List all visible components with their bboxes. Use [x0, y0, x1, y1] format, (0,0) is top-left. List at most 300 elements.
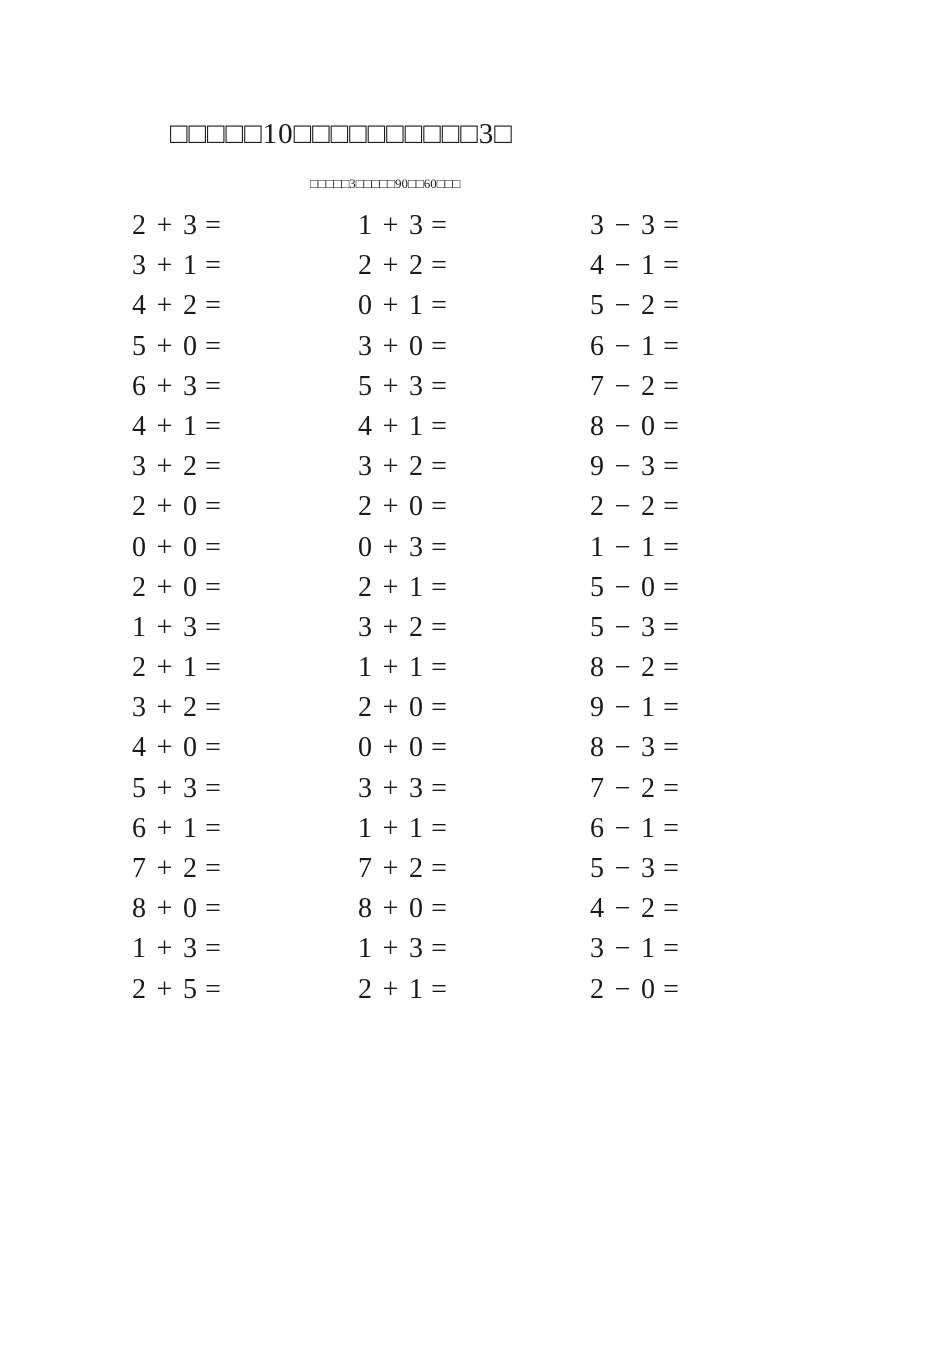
operator: +	[156, 370, 173, 402]
first-operand: 8	[590, 732, 604, 764]
second-operand: 3	[641, 210, 655, 241]
equals-sign: =	[663, 853, 679, 884]
operator: +	[156, 812, 173, 844]
operator: +	[382, 732, 399, 764]
second-operand: 0	[183, 531, 197, 563]
equals-sign: =	[663, 410, 679, 442]
operator: +	[156, 290, 173, 322]
equals-sign: =	[205, 692, 221, 724]
first-operand: 5	[590, 853, 604, 884]
equation-row	[589, 206, 686, 246]
operator: −	[614, 853, 631, 884]
equals-sign: =	[663, 652, 679, 684]
equals-sign: =	[431, 330, 447, 362]
problem-column-1	[131, 206, 228, 1010]
first-operand: 2	[590, 973, 604, 1005]
equals-sign: =	[205, 611, 221, 643]
operator: +	[156, 973, 173, 1005]
equation-row	[357, 608, 454, 648]
equals-sign: =	[431, 692, 447, 724]
second-operand: 0	[183, 571, 197, 603]
second-operand: 5	[183, 973, 197, 1005]
operator: −	[614, 250, 631, 282]
equation-row	[589, 849, 686, 889]
second-operand: 0	[183, 732, 197, 764]
operator: −	[614, 330, 631, 362]
second-operand: 1	[641, 330, 655, 362]
equals-sign: =	[205, 210, 221, 241]
equals-sign: =	[205, 812, 221, 844]
operator: +	[156, 933, 173, 965]
second-operand: 3	[183, 210, 197, 241]
second-operand: 2	[641, 290, 655, 322]
equals-sign: =	[431, 772, 447, 804]
operator: +	[156, 853, 173, 884]
first-operand: 3	[132, 692, 146, 724]
operator: −	[614, 893, 631, 925]
problem-column-3	[589, 206, 686, 1010]
equation-row	[131, 809, 228, 849]
second-operand: 2	[641, 491, 655, 523]
second-operand: 2	[409, 451, 423, 483]
equation-row	[589, 929, 686, 969]
second-operand: 1	[409, 812, 423, 844]
equals-sign: =	[431, 451, 447, 483]
equation-row	[357, 528, 454, 568]
equals-sign: =	[431, 611, 447, 643]
first-operand: 4	[132, 290, 146, 322]
operator: −	[614, 812, 631, 844]
first-operand: 0	[358, 531, 372, 563]
second-operand: 1	[641, 692, 655, 724]
first-operand: 2	[132, 652, 146, 684]
operator: +	[156, 571, 173, 603]
first-operand: 3	[132, 250, 146, 282]
equals-sign: =	[205, 491, 221, 523]
operator: +	[156, 893, 173, 925]
operator: +	[156, 410, 173, 442]
second-operand: 3	[409, 772, 423, 804]
equation-row	[589, 407, 686, 447]
second-operand: 3	[183, 933, 197, 965]
first-operand: 8	[132, 893, 146, 925]
first-operand: 3	[358, 330, 372, 362]
first-operand: 8	[590, 410, 604, 442]
worksheet-title: □□□□□10□□□□□□□□□□3□	[170, 118, 513, 150]
equation-row	[131, 367, 228, 407]
second-operand: 2	[183, 853, 197, 884]
operator: −	[614, 973, 631, 1005]
equation-row	[131, 528, 228, 568]
equation-row	[131, 246, 228, 286]
equals-sign: =	[205, 370, 221, 402]
first-operand: 1	[358, 933, 372, 965]
second-operand: 3	[641, 611, 655, 643]
operator: +	[382, 692, 399, 724]
equals-sign: =	[431, 531, 447, 563]
equation-row	[357, 447, 454, 487]
equals-sign: =	[205, 571, 221, 603]
equals-sign: =	[205, 652, 221, 684]
equation-row	[589, 728, 686, 768]
equation-row	[357, 889, 454, 929]
equation-row	[357, 929, 454, 969]
equals-sign: =	[205, 732, 221, 764]
first-operand: 2	[132, 571, 146, 603]
first-operand: 2	[132, 491, 146, 523]
first-operand: 1	[358, 652, 372, 684]
first-operand: 7	[590, 370, 604, 402]
operator: −	[614, 692, 631, 724]
operator: +	[156, 491, 173, 523]
equals-sign: =	[205, 933, 221, 965]
operator: +	[382, 210, 399, 241]
equation-row	[357, 568, 454, 608]
second-operand: 2	[409, 250, 423, 282]
first-operand: 1	[132, 933, 146, 965]
second-operand: 1	[183, 812, 197, 844]
equals-sign: =	[663, 973, 679, 1005]
equation-row	[357, 728, 454, 768]
equation-row	[131, 286, 228, 326]
equation-row	[589, 970, 686, 1010]
operator: +	[382, 451, 399, 483]
equals-sign: =	[431, 491, 447, 523]
first-operand: 3	[590, 210, 604, 241]
second-operand: 0	[641, 410, 655, 442]
equals-sign: =	[431, 210, 447, 241]
equation-row	[589, 447, 686, 487]
operator: −	[614, 290, 631, 322]
first-operand: 5	[590, 290, 604, 322]
second-operand: 3	[183, 370, 197, 402]
second-operand: 0	[409, 330, 423, 362]
operator: +	[382, 973, 399, 1005]
first-operand: 2	[132, 210, 146, 241]
equation-row	[131, 728, 228, 768]
operator: +	[382, 531, 399, 563]
second-operand: 1	[183, 652, 197, 684]
equation-row	[131, 648, 228, 688]
equation-row	[131, 568, 228, 608]
second-operand: 2	[641, 370, 655, 402]
second-operand: 2	[641, 772, 655, 804]
first-operand: 6	[132, 812, 146, 844]
second-operand: 0	[409, 692, 423, 724]
operator: −	[614, 611, 631, 643]
equation-row	[589, 487, 686, 527]
first-operand: 0	[358, 290, 372, 322]
equals-sign: =	[663, 210, 679, 241]
equals-sign: =	[663, 250, 679, 282]
first-operand: 2	[358, 692, 372, 724]
second-operand: 3	[183, 772, 197, 804]
first-operand: 1	[590, 531, 604, 563]
equation-row	[131, 206, 228, 246]
operator: −	[614, 933, 631, 965]
equals-sign: =	[663, 290, 679, 322]
operator: −	[614, 772, 631, 804]
equation-row	[357, 648, 454, 688]
second-operand: 2	[641, 893, 655, 925]
second-operand: 1	[641, 933, 655, 965]
second-operand: 3	[409, 933, 423, 965]
equals-sign: =	[205, 451, 221, 483]
operator: +	[382, 933, 399, 965]
second-operand: 1	[641, 250, 655, 282]
equals-sign: =	[663, 370, 679, 402]
second-operand: 1	[409, 571, 423, 603]
equals-sign: =	[663, 933, 679, 965]
equals-sign: =	[205, 853, 221, 884]
first-operand: 4	[358, 410, 372, 442]
first-operand: 2	[358, 491, 372, 523]
equation-row	[357, 487, 454, 527]
equation-row	[131, 929, 228, 969]
first-operand: 1	[358, 210, 372, 241]
first-operand: 6	[590, 330, 604, 362]
operator: +	[156, 451, 173, 483]
operator: −	[614, 210, 631, 241]
operator: +	[156, 732, 173, 764]
first-operand: 1	[132, 611, 146, 643]
equation-row	[131, 608, 228, 648]
equals-sign: =	[205, 410, 221, 442]
equals-sign: =	[205, 250, 221, 282]
operator: +	[382, 491, 399, 523]
equals-sign: =	[431, 893, 447, 925]
second-operand: 3	[641, 451, 655, 483]
first-operand: 8	[358, 893, 372, 925]
equation-row	[589, 688, 686, 728]
operator: +	[382, 250, 399, 282]
first-operand: 8	[590, 652, 604, 684]
second-operand: 0	[183, 330, 197, 362]
first-operand: 2	[132, 973, 146, 1005]
operator: +	[382, 812, 399, 844]
second-operand: 2	[183, 290, 197, 322]
first-operand: 9	[590, 692, 604, 724]
equation-row	[357, 688, 454, 728]
first-operand: 2	[358, 973, 372, 1005]
equation-row	[589, 327, 686, 367]
equals-sign: =	[431, 571, 447, 603]
equals-sign: =	[431, 732, 447, 764]
first-operand: 5	[590, 571, 604, 603]
operator: −	[614, 451, 631, 483]
equation-row	[589, 246, 686, 286]
equation-row	[357, 286, 454, 326]
equation-row	[357, 769, 454, 809]
first-operand: 2	[358, 571, 372, 603]
equals-sign: =	[663, 732, 679, 764]
equation-row	[357, 407, 454, 447]
equals-sign: =	[431, 933, 447, 965]
second-operand: 1	[409, 290, 423, 322]
second-operand: 0	[409, 732, 423, 764]
first-operand: 0	[358, 732, 372, 764]
first-operand: 5	[590, 611, 604, 643]
second-operand: 0	[183, 491, 197, 523]
second-operand: 0	[409, 491, 423, 523]
second-operand: 3	[409, 370, 423, 402]
equals-sign: =	[663, 531, 679, 563]
operator: +	[156, 611, 173, 643]
equation-row	[131, 407, 228, 447]
first-operand: 7	[358, 853, 372, 884]
equals-sign: =	[663, 893, 679, 925]
second-operand: 2	[641, 652, 655, 684]
second-operand: 3	[409, 531, 423, 563]
first-operand: 5	[132, 330, 146, 362]
first-operand: 3	[358, 611, 372, 643]
first-operand: 6	[132, 370, 146, 402]
operator: −	[614, 732, 631, 764]
second-operand: 3	[641, 853, 655, 884]
equation-row	[589, 648, 686, 688]
second-operand: 0	[409, 893, 423, 925]
equation-row	[357, 849, 454, 889]
equation-row	[357, 206, 454, 246]
operator: +	[156, 330, 173, 362]
first-operand: 4	[132, 732, 146, 764]
equation-row	[357, 970, 454, 1010]
equals-sign: =	[663, 611, 679, 643]
second-operand: 2	[409, 611, 423, 643]
equals-sign: =	[663, 692, 679, 724]
equals-sign: =	[431, 250, 447, 282]
equals-sign: =	[663, 451, 679, 483]
equation-row	[589, 769, 686, 809]
equation-row	[131, 769, 228, 809]
second-operand: 2	[409, 853, 423, 884]
first-operand: 3	[132, 451, 146, 483]
second-operand: 1	[409, 410, 423, 442]
operator: +	[382, 290, 399, 322]
equation-row	[131, 849, 228, 889]
first-operand: 1	[358, 812, 372, 844]
equals-sign: =	[663, 491, 679, 523]
equation-row	[357, 809, 454, 849]
equals-sign: =	[205, 290, 221, 322]
first-operand: 2	[590, 491, 604, 523]
second-operand: 2	[183, 692, 197, 724]
first-operand: 4	[590, 893, 604, 925]
operator: +	[382, 370, 399, 402]
equation-row	[131, 487, 228, 527]
equals-sign: =	[205, 893, 221, 925]
equation-row	[589, 528, 686, 568]
operator: +	[382, 772, 399, 804]
first-operand: 4	[590, 250, 604, 282]
equation-row	[131, 889, 228, 929]
operator: +	[382, 893, 399, 925]
first-operand: 4	[132, 410, 146, 442]
first-operand: 3	[590, 933, 604, 965]
equals-sign: =	[431, 652, 447, 684]
operator: −	[614, 370, 631, 402]
equals-sign: =	[431, 370, 447, 402]
operator: +	[382, 853, 399, 884]
second-operand: 3	[409, 210, 423, 241]
equals-sign: =	[205, 330, 221, 362]
equals-sign: =	[431, 410, 447, 442]
equation-row	[131, 327, 228, 367]
equation-row	[589, 889, 686, 929]
second-operand: 1	[409, 652, 423, 684]
equals-sign: =	[663, 812, 679, 844]
second-operand: 0	[641, 571, 655, 603]
operator: +	[156, 210, 173, 241]
equation-row	[357, 367, 454, 407]
equals-sign: =	[431, 290, 447, 322]
operator: +	[382, 330, 399, 362]
first-operand: 0	[132, 531, 146, 563]
equals-sign: =	[205, 973, 221, 1005]
problem-column-2	[357, 206, 454, 1010]
first-operand: 7	[590, 772, 604, 804]
operator: +	[156, 692, 173, 724]
second-operand: 2	[183, 451, 197, 483]
first-operand: 6	[590, 812, 604, 844]
first-operand: 9	[590, 451, 604, 483]
second-operand: 0	[183, 893, 197, 925]
equation-row	[589, 568, 686, 608]
operator: +	[382, 410, 399, 442]
equals-sign: =	[663, 772, 679, 804]
operator: +	[382, 652, 399, 684]
second-operand: 1	[641, 812, 655, 844]
first-operand: 5	[358, 370, 372, 402]
second-operand: 3	[183, 611, 197, 643]
second-operand: 1	[183, 410, 197, 442]
operator: −	[614, 410, 631, 442]
operator: +	[156, 250, 173, 282]
second-operand: 1	[409, 973, 423, 1005]
first-operand: 3	[358, 451, 372, 483]
equals-sign: =	[205, 531, 221, 563]
operator: +	[156, 652, 173, 684]
equals-sign: =	[431, 973, 447, 1005]
equation-row	[131, 688, 228, 728]
second-operand: 0	[641, 973, 655, 1005]
equation-row	[357, 246, 454, 286]
operator: +	[382, 571, 399, 603]
equation-row	[589, 367, 686, 407]
first-operand: 2	[358, 250, 372, 282]
equals-sign: =	[431, 853, 447, 884]
operator: −	[614, 491, 631, 523]
operator: +	[156, 772, 173, 804]
first-operand: 5	[132, 772, 146, 804]
worksheet-subtitle: □□□□□3□□□□□90□□60□□□	[310, 176, 461, 191]
equation-row	[589, 809, 686, 849]
equation-row	[131, 970, 228, 1010]
first-operand: 7	[132, 853, 146, 884]
equals-sign: =	[663, 330, 679, 362]
operator: −	[614, 571, 631, 603]
equation-row	[357, 327, 454, 367]
second-operand: 1	[641, 531, 655, 563]
operator: +	[382, 611, 399, 643]
equals-sign: =	[205, 772, 221, 804]
second-operand: 1	[183, 250, 197, 282]
equals-sign: =	[663, 571, 679, 603]
equals-sign: =	[431, 812, 447, 844]
operator: −	[614, 531, 631, 563]
operator: +	[156, 531, 173, 563]
equation-row	[131, 447, 228, 487]
